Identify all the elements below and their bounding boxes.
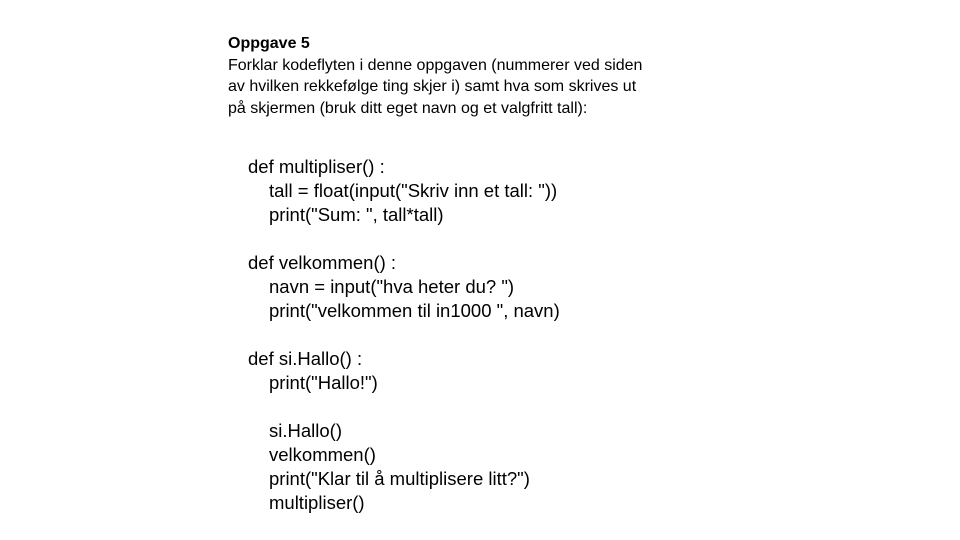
code-line: multipliser()	[269, 492, 365, 513]
code-block-velkommen	[248, 251, 560, 323]
task-text-line: av hvilken rekkefølge ting skjer i) samt hva som skrives ut	[228, 78, 637, 95]
code-line: print("Hallo!")	[269, 372, 378, 393]
code-line: def si.Hallo() :	[248, 348, 363, 369]
code-line: velkommen()	[269, 444, 376, 465]
code-block-si-hallo	[248, 347, 560, 395]
code-line: si.Hallo()	[269, 420, 342, 441]
code-line: print("Sum: ", tall*tall)	[269, 204, 444, 225]
code-block-main-calls	[248, 419, 560, 515]
task-title: Oppgave 5	[228, 35, 310, 52]
code-line: def velkommen() :	[248, 252, 397, 273]
task-text-line: Forklar kodeflyten i denne oppgaven (nummerer ved siden	[228, 56, 643, 74]
task-description	[228, 33, 728, 119]
code-line: tall = float(input("Skriv inn et tall: "))	[269, 180, 558, 201]
code-line: print("Klar til å multiplisere litt?")	[269, 468, 530, 489]
code-line: navn = input("hva heter du? ")	[269, 276, 515, 297]
code-block-multipliser	[248, 155, 560, 227]
task-text-line: på skjermen (bruk ditt eget navn og et valgfritt tall):	[228, 99, 588, 117]
code-line: def multipliser() :	[248, 156, 385, 177]
code-listing	[248, 155, 560, 539]
code-line: print("velkommen til in1000 ", navn)	[269, 300, 560, 321]
